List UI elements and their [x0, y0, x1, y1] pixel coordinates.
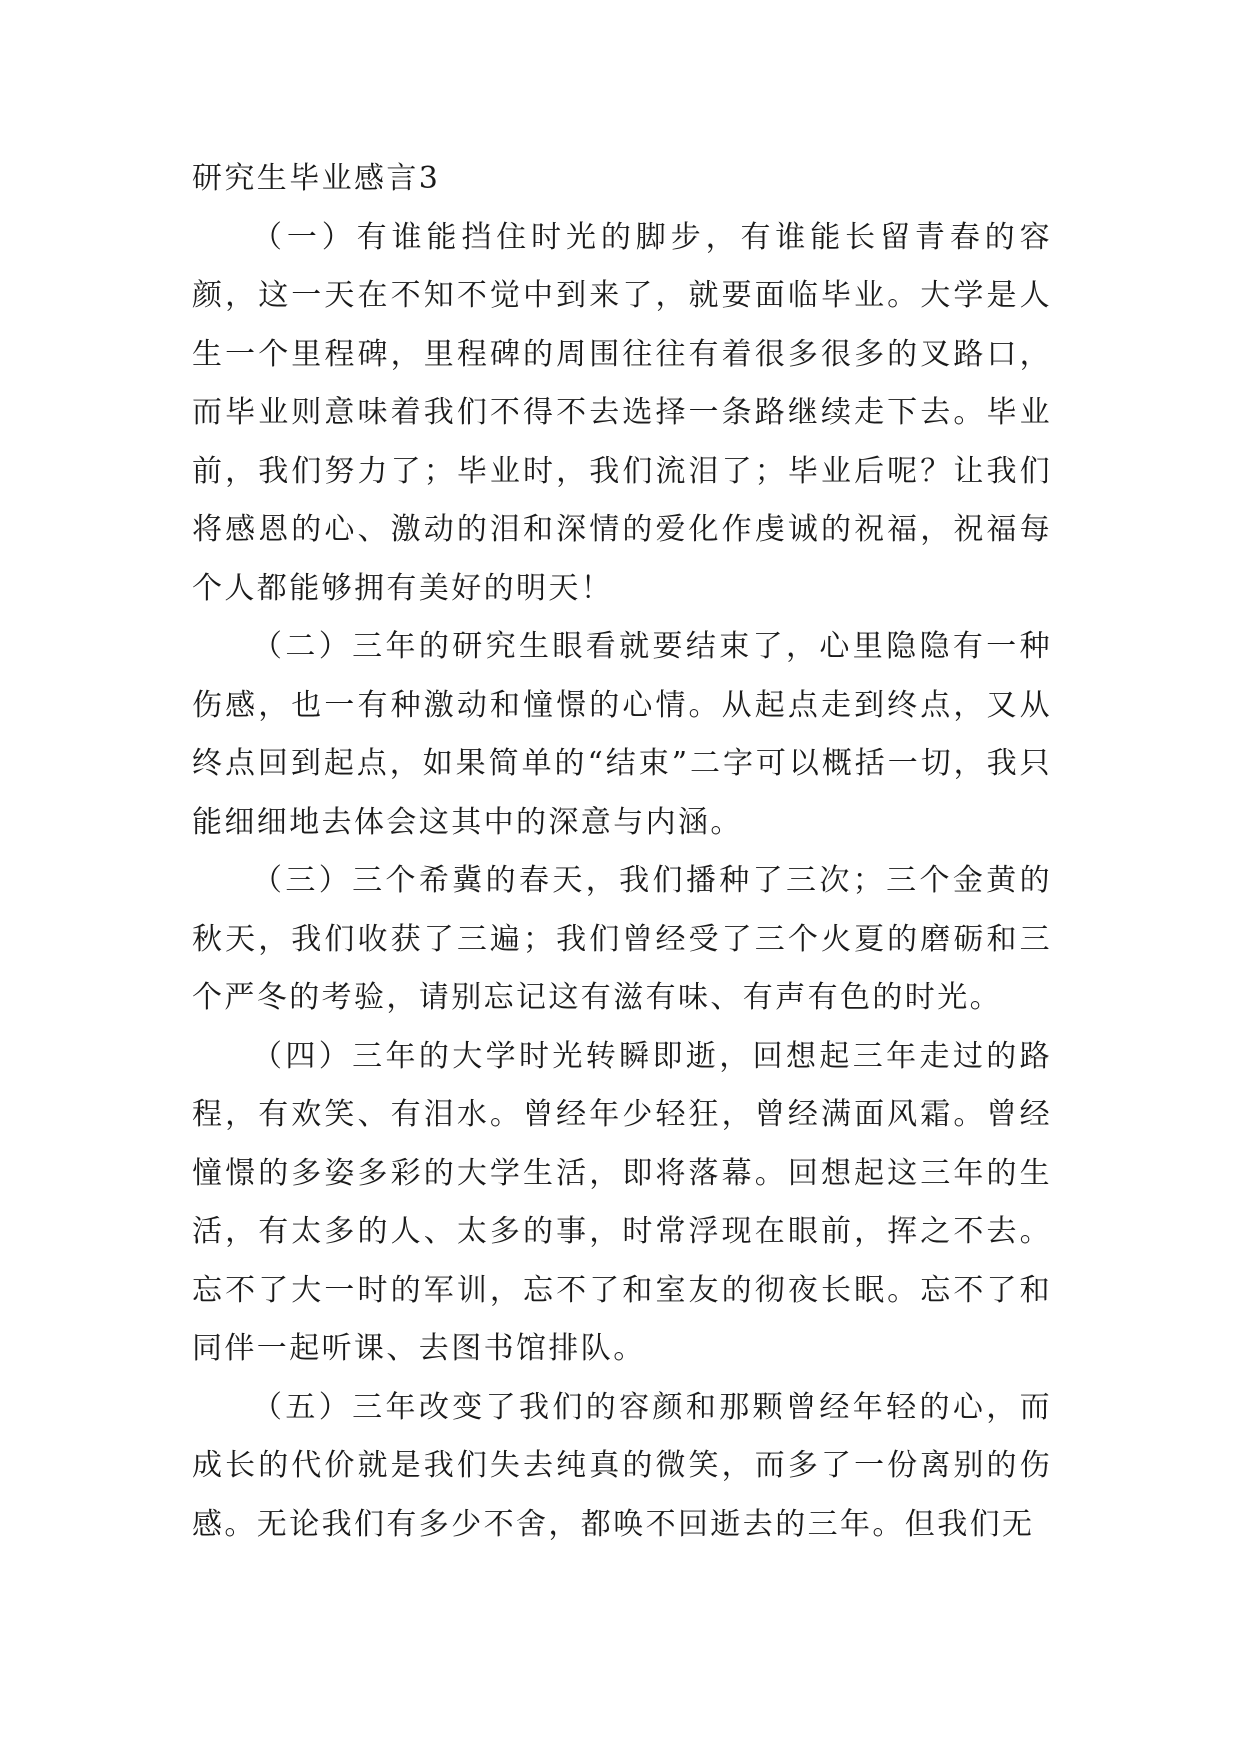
- paragraph-4: （四）三年的大学时光转瞬即逝，回想起三年走过的路程，有欢笑、有泪水。曾经年少轻狂，曾经满面风霜。曾经憧憬的多姿多彩的大学生活，即将落幕。回想起这三年的生活，有太多的人、太多的事，时常浮现在眼前，挥之不去。忘不了大一时的军训，忘不了和室友的彻夜长眠。忘不了和同伴一起听课、去图书馆排队。: [192, 1038, 1052, 1366]
- paragraph-5: （五）三年改变了我们的容颜和那颗曾经年轻的心，而成长的代价就是我们失去纯真的微笑，而多了一份离别的伤感。无论我们有多少不舍，都唤不回逝去的三年。但我们无: [192, 1389, 1052, 1542]
- paragraph-3: （三）三个希冀的春天，我们播种了三次；三个金黄的秋天，我们收获了三遍；我们曾经受了三个火夏的磨砺和三个严冬的考验，请别忘记这有滋有味、有声有色的时光。: [192, 863, 1052, 1015]
- document-title: 研究生毕业感言3: [192, 161, 441, 196]
- paragraph-2: （二）三年的研究生眼看就要结束了，心里隐隐有一种伤感，也一有种激动和憧憬的心情。从起点走到终点，又从终点回到起点，如果简单的“结束”二字可以概括一切，我只能细细地去体会这其中的深意与内涵。: [192, 629, 1052, 840]
- document-body: [192, 150, 1052, 1554]
- paragraph-1: （一）有谁能挡住时光的脚步，有谁能长留青春的容颜，这一天在不知不觉中到来了，就要面临毕业。大学是人生一个里程碑，里程碑的周围往往有着很多很多的叉路口，而毕业则意味着我们不得不去选择一条路继续走下去。毕业前，我们努力了；毕业时，我们流泪了；毕业后呢？让我们将感恩的心、激动的泪和深情的爱化作虔诚的祝福，祝福每个人都能够拥有美好的明天！: [192, 219, 1052, 606]
